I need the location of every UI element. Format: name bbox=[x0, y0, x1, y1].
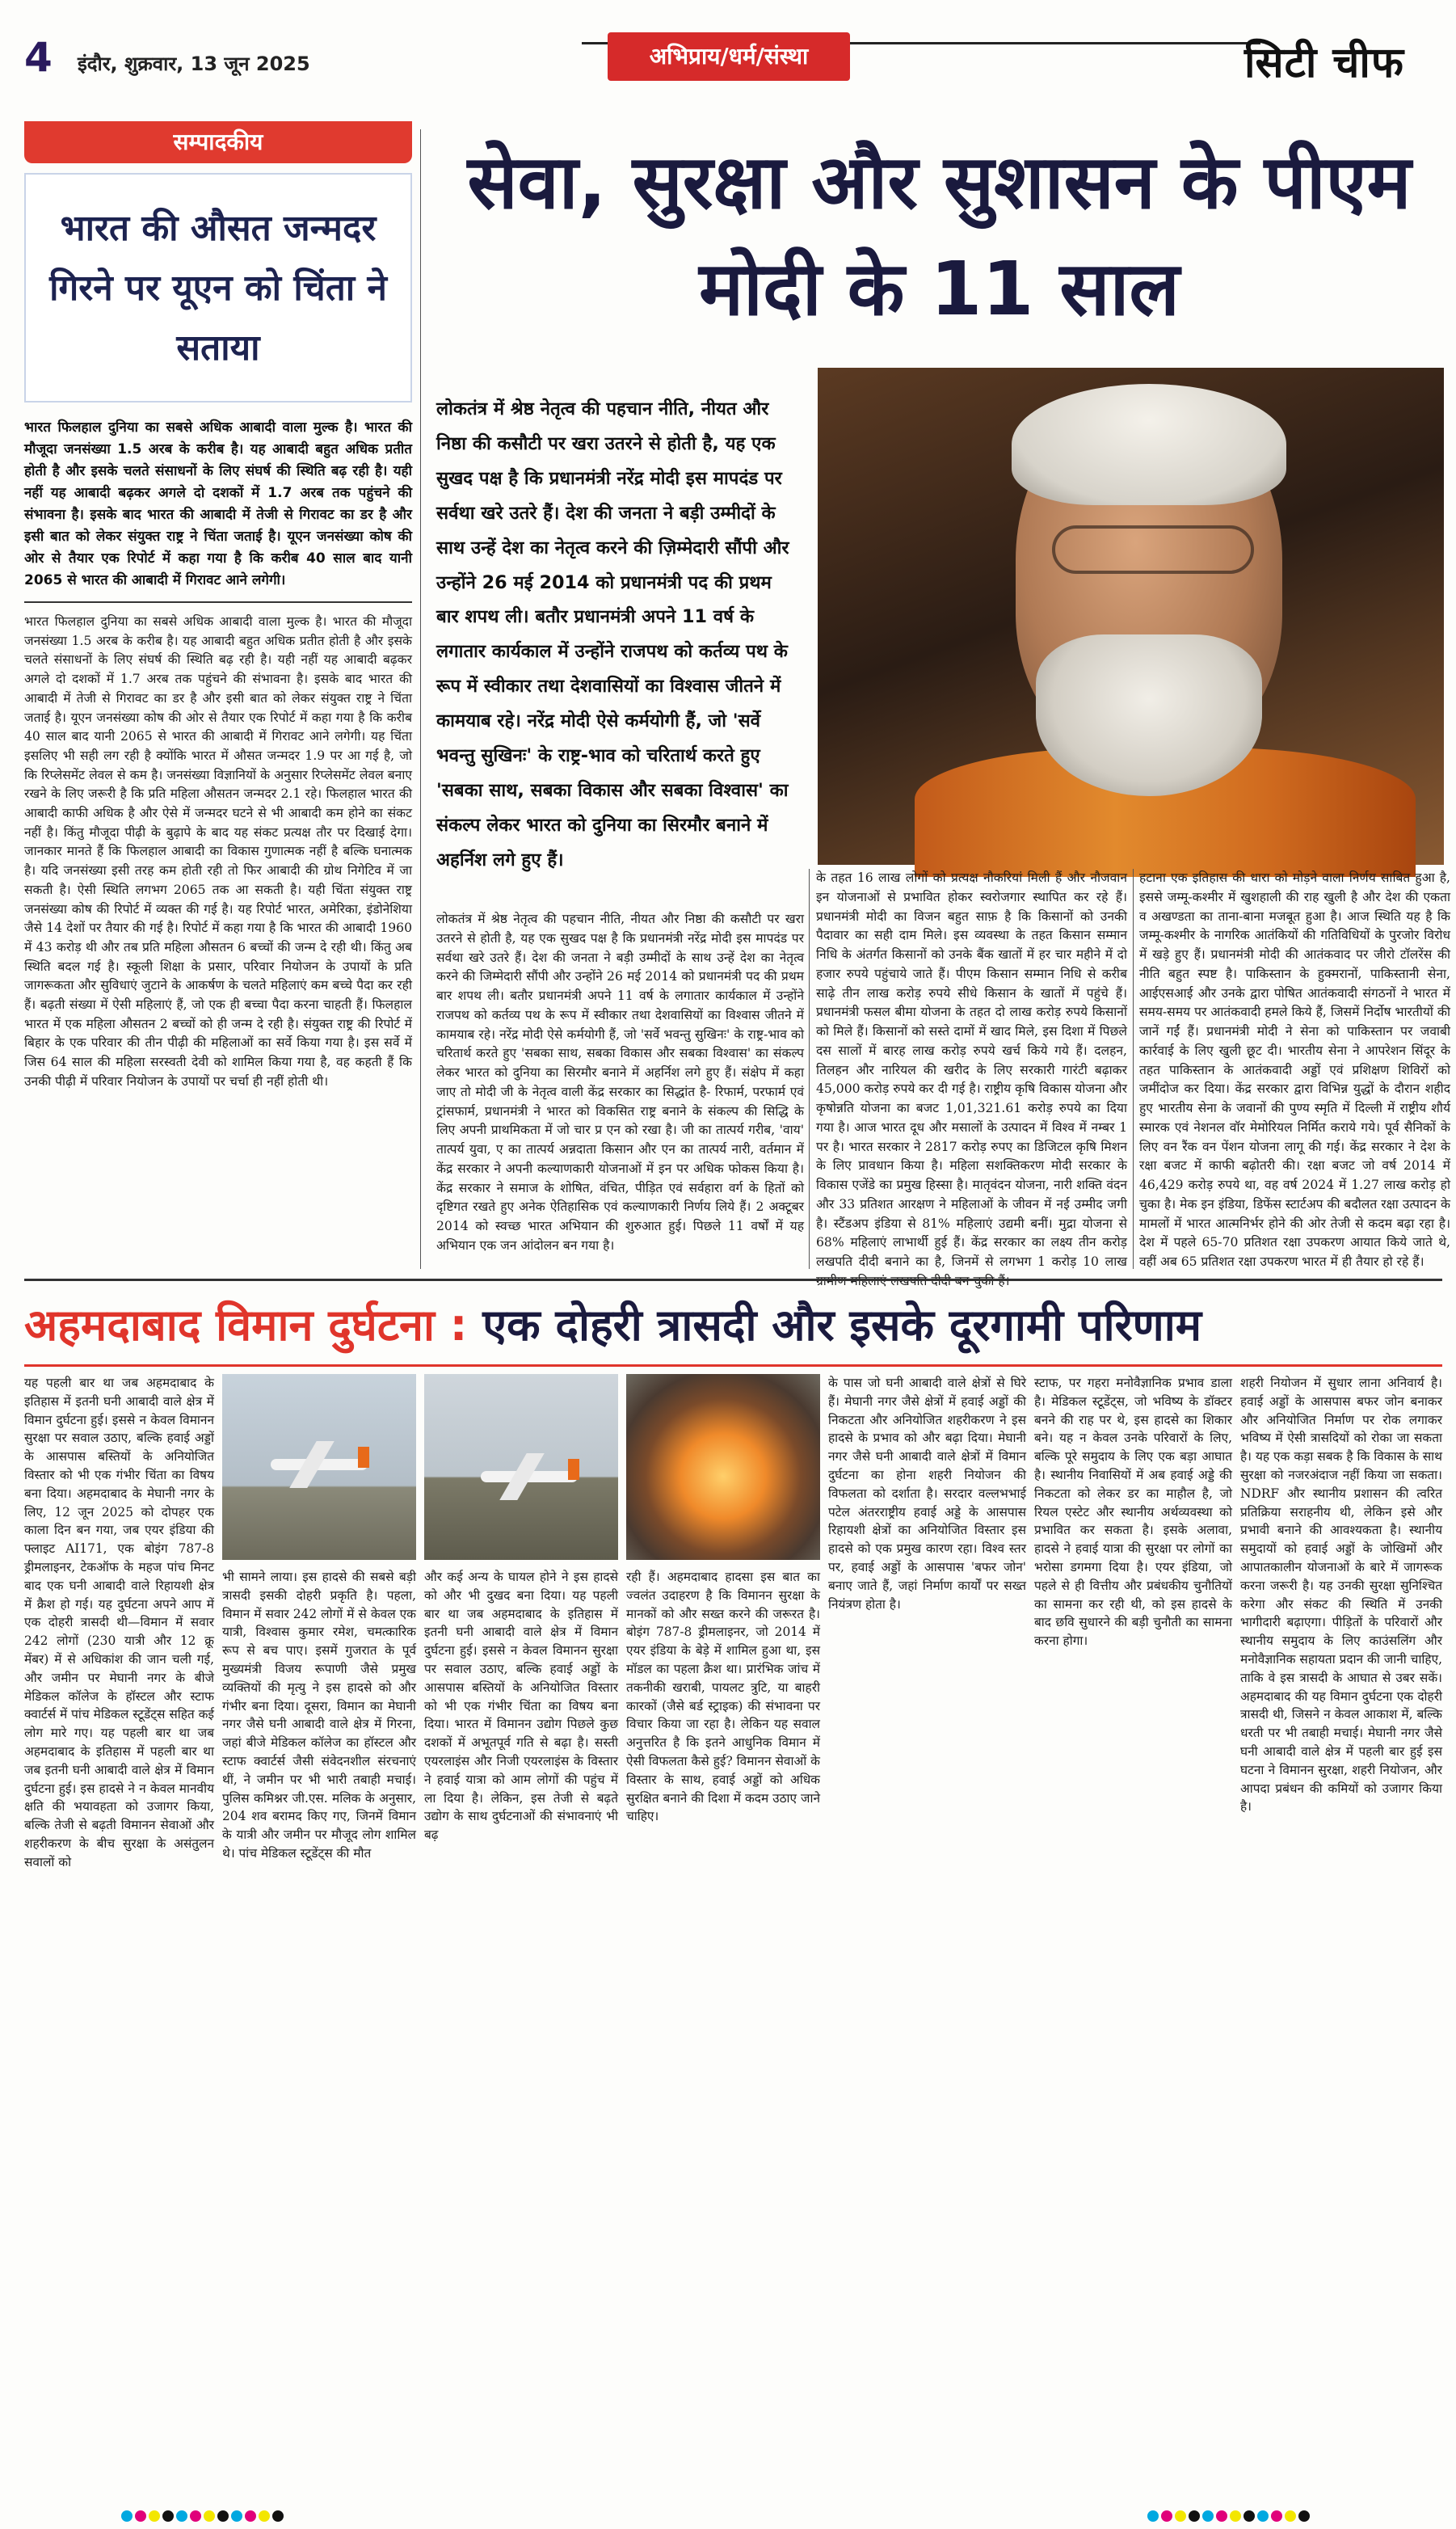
registration-dot bbox=[1189, 2510, 1200, 2522]
registration-dot bbox=[1230, 2510, 1241, 2522]
registration-dot bbox=[259, 2510, 270, 2522]
registration-dot bbox=[1257, 2510, 1269, 2522]
registration-dot bbox=[1147, 2510, 1159, 2522]
column-divider bbox=[420, 129, 421, 1269]
editorial-lead: भारत फिलहाल दुनिया का सबसे अधिक आबादी वाला मुल्क है। भारत की मौजूदा जनसंख्या 1.5 अरब के करीब है। यह आबादी बहुत अधिक प्रतीत होती है और इसके चलते संसाधनों के लिए संघर्ष की स्थिति बढ़ रही है। यही नहीं यह आबादी बढ़कर अगले दो दशकों में 1.7 अरब तक पहुंचने की संभावना है। इसके बाद भारत की आबादी में तेजी से गिरावट का डर है और इसी बात को लेकर संयुक्त राष्ट्र ने चिंता जताई है। यूएन जनसंख्या कोष की ओर से तैयार एक रिपोर्ट में कहा गया है कि करीब 40 साल बाद यानी 2065 से भारत की आबादी में गिरावट आने लगेगी। bbox=[24, 419, 412, 588]
registration-dot bbox=[190, 2510, 201, 2522]
registration-dot bbox=[135, 2510, 146, 2522]
section-tab: अभिप्राय/धर्म/संस्था bbox=[608, 32, 850, 81]
registration-dot bbox=[1216, 2510, 1227, 2522]
registration-dot bbox=[1161, 2510, 1172, 2522]
aircraft-tail bbox=[568, 1459, 579, 1480]
main-article-col-b: के तहत 16 लाख लोगों को प्रत्यक्ष नौकरियां मिली हैं और नौजवान इन योजनाओं से प्रभावित होकर स्वरोजगार स्थापित कर रहे हैं। प्रधानमंत्री मोदी का विजन बहुत साफ़ है कि किसानों को उनकी पैदावार का सही दाम मिले। इस व्यवस्था के तहत किसान सम्मान निधि के अंतर्गत किसानों को उनके बैंक खातों में हर चार महीने में दो हजार रुपये पहुंचाये जाते हैं। पीएम किसान सम्मान निधि से करीब साढ़े तीन लाख करोड़ रुपये सीधे किसान के खातों में पहुंचे हैं। प्रधानमंत्री फसल बीमा योजना के तहत दो लाख करोड़ रुपये किसानों को मिले हैं। किसानों को सस्ते दामों में खाद मिले, इस दिशा में पिछले दस सालों में बारह लाख करोड़ रुपये खर्च किये गये हैं। दलहन, तिलहन और नारियल की खरीद के लिए सरकारी गारंटी बढ़ाकर 45,000 करोड़ रुपये कर दी गई है। राष्ट्रीय कृषि विकास योजना और कृषोन्नति योजना का बजट 1,01,321.61 करोड़ रुपये का दिया गया है। आज भारत दूध और मसालों के उत्पादन में विश्व में नम्बर 1 पर है। भारत सरकार ने 2817 करोड़ रुपए का डिजिटल कृषि मिशन के लिए प्रावधान किया है। महिला सशक्तिकरण मोदी सरकार के विकास एजेंडे का प्रमुख हिस्सा है। मातृवंदन योजना, नारी शक्ति वंदन और 33 प्रतिशत आरक्षण ने महिलाओं के जीवन में नई उम्मीद जगी है। स्टैंडअप इंडिया से 81% महिलाएं उद्यमी बनीं। मुद्रा योजना से 68% महिलाएं लाभार्थी हुई हैं। केंद्र सरकार का लक्ष्य तीन करोड़ लखपति दीदी बनाने का है, जिनमें से लगभग 1 करोड़ 10 लाख bbox=[816, 870, 1127, 1269]
registration-dot bbox=[231, 2510, 242, 2522]
registration-dot bbox=[149, 2510, 160, 2522]
editorial-divider bbox=[24, 601, 412, 603]
registration-dot bbox=[245, 2510, 256, 2522]
column-divider bbox=[1133, 869, 1134, 1269]
column-divider bbox=[809, 869, 810, 1269]
registration-dot bbox=[162, 2510, 174, 2522]
aircraft-shape bbox=[271, 1459, 368, 1470]
registration-dot bbox=[176, 2510, 187, 2522]
headline-underline bbox=[24, 1364, 1442, 1367]
newspaper-brand: सिटी चीफ bbox=[1244, 39, 1404, 87]
registration-dots-right bbox=[1147, 2510, 1312, 2525]
section-divider bbox=[24, 1279, 1442, 1281]
masthead bbox=[0, 0, 1456, 121]
registration-dot bbox=[217, 2510, 229, 2522]
registration-marks bbox=[0, 2510, 1456, 2524]
crash-photo-1 bbox=[222, 1374, 416, 1560]
bottom-article-col-4: रही हैं। अहमदाबाद हादसा इस बात का ज्वलंत उदाहरण है कि विमानन सुरक्षा के मानकों को और सख्त करने की जरूरत है। बोइंग 787-8 ड्रीमलाइनर, जो 2014 में एयर इंडिया के बेड़े में शामिल हुआ था, इस मॉडल का पहला क्रैश था। प्रारंभिक जांच में तकनीकी खराबी, पायलट त्रुटि, या बाहरी कारकों (जैसे बर्ड स्ट्राइक) की संभावना पर विचार किया जा रहा है। लेकिन यह सवाल अनुत्तरित है कि इतने आधुनिक विमान में ऐसी विफलता कैसे हुई? विमानन सेवाओं के विस्तार के साथ, हवाई अड्डों को अधिक सुरक्षित बनाने की दिशा में कदम उठाए जाने चाहिए। bbox=[626, 1570, 820, 1824]
bottom-article-col-6: स्टाफ, पर गहरा मनोवैज्ञानिक प्रभाव डाला है। मेडिकल स्टूडेंट्स, जो भविष्य के डॉक्टर बनने की राह पर थे, इस हादसे का शिकार बने। यह न केवल उनके परिवारों के लिए, बल्कि पूरे समुदाय के लिए एक बड़ा आघात है। स्थानीय निवासियों में अब हवाई अड्डे की निकटता को लेकर डर का माहौल है, जो रियल एस्टेट और स्थानीय अर्थव्यवस्था को प्रभावित कर सकता है। इसके अलावा, हादसे ने हवाई यात्रा की सुरक्षा पर लोगों का भरोसा डगमगा दिया है। एयर इंडिया, जो पहले से ही वित्तीय और प्रबंधकीय चुनौतियों का सामना कर रही थी, को इस हादसे के बाद छवि सुधारने की बड़ी चुनौती का सामना करना होगा। bbox=[1034, 1376, 1232, 1649]
bottom-article-col-1: यह पहली बार था जब अहमदाबाद के इतिहास में इतनी घनी आबादी वाले क्षेत्र में विमान दुर्घटना हुई। इससे न केवल विमानन सुरक्षा पर सवाल उठाए, बल्कि हवाई अड्डों के आसपास बस्तियों के अनियोजित विस्तार को भी एक गंभीर चिंता का विषय बना दिया। अहमदाबाद के मेघानी नगर के लिए, 12 जून 2025 को दोपहर एक काला दिन बन गया, जब एयर इंडिया की फ्लाइट AI171, एक बोइंग 787-8 ड्रीमलाइनर, टेकऑफ के महज पांच मिनट बाद एक घनी आबादी वाले रिहायशी क्षेत्र में क्रैश हो गई। यह दुर्घटना अपने आप में एक दोहरी त्रासदी थी—विमान में सवार 242 लोगों (230 यात्री और 12 क्रू मेंबर) में से अधिकांश की जान चली गई, और जमीन पर मेघानी नगर के बीजे मेडिकल कॉलेज के हॉस्टल और स्टाफ क्वार्टर्स में पांच मेडिकल स्टूडेंट्स सहित कई लोग मारे गए। यह पहली बार था जब अहमदाबाद के इतिहास में पहली बार था जब इतनी घनी आबादी वाले क्षेत्र में विमान दुर्घटना हुई। इस हादसे ने न केवल मानवीय क्षति की भयावहता को उजागर किया, बल्कि तेजी से बढ़ती विमानन सेवाओं और शहरीकरण के बीच सुरक्षा के असंतुलन सवालों को bbox=[24, 1376, 214, 1869]
bottom-article-col-5: के पास जो घनी आबादी वाले क्षेत्रों से घिरे हैं। मेघानी नगर जैसे क्षेत्रों में हवाई अड्डों की निकटता और अनियोजित शहरीकरण ने इस हादसे के प्रभाव को और बढ़ा दिया। मेघानी नगर जैसे घनी आबादी वाले क्षेत्रों में विमान दुर्घटना का होना शहरी नियोजन की विफलता को दर्शाता है। सरदार वल्लभभाई पटेल अंतरराष्ट्रीय हवाई अड्डे के आसपास रिहायशी क्षेत्रों का अनियोजित विस्तार इस हादसे को एक प्रमुख कारण रहा। विश्व स्तर पर, हवाई अड्डों के आसपास 'बफर जोन' बनाए जाते हैं, जहां निर्माण कार्यों पर सख्त नियंत्रण होता है। bbox=[828, 1376, 1026, 1612]
registration-dot bbox=[1202, 2510, 1214, 2522]
editorial-body: भारत फिलहाल दुनिया का सबसे अधिक आबादी वाला मुल्क है। भारत की मौजूदा जनसंख्या 1.5 अरब के करीब है। यह आबादी बहुत अधिक प्रतीत होती है और इसके चलते संसाधनों के लिए संघर्ष की स्थिति बढ़ रही है। यही नहीं यह आबादी बढ़कर अगले दो दशकों में 1.7 अरब तक पहुंचने की संभावना है। इसके बाद भारत की आबादी में तेजी से गिरावट का डर है और इसी बात को लेकर संयुक्त राष्ट्र ने चिंता जताई है। यूएन जनसंख्या कोष की ओर से तैयार एक रिपोर्ट में कहा गया है कि करीब 40 साल बाद यानी 2065 से भारत की आबादी में गिरावट आने लगेगी। यह चिंता इसलिए भी सही लग रही है क्योंकि भारत में औसत जन्मदर 1.9 पर आ गई है, जो कि रिप्लेसमेंट लेवल से कम है। जनसंख्या विज्ञानियों के अनुसार रिप्लेसमेंट लेवल बनाए रखने के लिए जरूरी है कि प्रति महिला औसतन जन्मदर 2.1 रहे। फिलहाल भारत की आबादी काफी अधिक है और ऐसे में जन्मदर घटने से भी आबादी कम होने का संकट नहीं है। किंतु मौजूदा पीढ़ी के बुढ़ापे के बाद यह संकट प्रत्यक्ष तौर पर दिखाई देगा। जानकार मानते हैं कि फिलहाल आबादी का विकास गुणात्मक नहीं है बल्कि घनात्मक है। यदि जनसंख्या इसी तरह कम होती रही तो फिर आबादी की ग्रोथ निगेटिव में जा सकती है। ऐसी स्थिति लगभग 2065 तक आ सकती है। यही चिंता संयुक्त राष्ट्र जनसंख्या कोष की रिपोर्ट में व्यक्त की गई है। यह रिपोर्ट भारत, अमेरिका, इंडोनेशिया जैसे 14 देशों पर तैयार की गई है। रिपोर्ट में कहा गया है कि भारत की आबादी 1960 में 43 करोड़ थी और तब प्रति महिला औसतन 6 बच्चों की जन्म दे रही थी। किंतु अब स्थिति बदल गई है। स्कूली शिक्षा के प्रसार, परिवार नियोजन के उपायों के प्रति जागरूकता और सुविधाएं जुटाने के आकर्षण के चलते महिलाएं कम बच्चे पैदा कर रही हैं। बढ़ती संख्या में ऐसी महिलाएं हैं, जो एक ही बच्चा पैदा करना चाहती हैं। फिलहाल भारत में एक महिला औसतन 2 बच्चों को ही जन्म दे रही है। संयुक्त राष्ट्र की रिपोर्ट में बिहार के एक परिवार की तीन पीढ़ी की महिलाओं का सर्वे किया गया है। इस सर्वे में जिस 64 साल की महिला सरस्वती देवी को शामिल किया गया है, वह कहती हैं कि उनकी पीढ़ी में परिवार नियोजन के उपायों पर चर्चा ही नहीं होती थी। bbox=[24, 614, 412, 1089]
bottom-article-col-3: और कई अन्य के घायल होने ने इस हादसे को और भी दुखद बना दिया। यह पहली बार था जब अहमदाबाद के इतिहास में इतनी घनी आबादी वाले क्षेत्र में विमान दुर्घटना हुई। इससे न केवल विमानन सुरक्षा पर सवाल उठाए, बल्कि हवाई अड्डों के आसपास बस्तियों के अनियोजित विस्तार को भी एक गंभीर चिंता का विषय बना दिया। भारत में विमानन उद्योग पिछले कुछ दशकों में अभूतपूर्व गति से बढ़ा है। सस्ती एयरलाइंस और निजी एयरलाइंस के विस्तार ने हवाई यात्रा को आम लोगों की पहुंच में ला दिया है। लेकिन, इस तेजी से बढ़ते उद्योग के साथ दुर्घटनाओं की संभावनाएं भी बढ़ bbox=[424, 1570, 618, 1843]
aircraft-shape bbox=[481, 1471, 578, 1482]
registration-dot bbox=[1271, 2510, 1282, 2522]
registration-dots-left bbox=[121, 2510, 286, 2525]
main-article-col-a: लोकतंत्र में श्रेष्ठ नेतृत्व की पहचान नीति, नीयत और निष्ठा की कसौटी पर खरा उतरने से होती है, यह एक सुखद पक्ष है कि प्रधानमंत्री नरेंद्र मोदी इस मापदंड पर सर्वथा खरे उतरे हैं। देश की जनता ने बड़ी उम्मीदों के साथ उन्हें देश का नेतृत्व करने की जिम्मेदारी सौंपी और उन्होंने 26 मई 2014 को प्रधानमंत्री पद की प्रथम बार शपथ ली। बतौर प्रधानमंत्री अपने 11 वर्ष के लगातार कार्यकाल में उन्होंने राजपथ को कर्तव्य पथ के रूप में स्वीकार तथा देशवासियों का विश्वास जीतने में कामयाब रहे। नरेंद्र मोदी ऐसे कर्मयोगी हैं, जो 'सर्वे भवन्तु सुखिनः' के राष्ट्र-भाव को चरितार्थ करते हुए 'सबका साथ, सबका विकास और सबका विश्वास' का संकल्प लेकर भारत को दुनिया का सिरमौर बनाने में अहर्निश लगे हुए हैं। संक्षेप में कहा जाए तो मोदी जी के नेतृत्व वाली केंद्र सरकार का सिद्धांत है- रिफार्म, परफार्म एवं ट्रांसफार्म, प्रधानमंत्री ने भारत को विकसित राष्ट्र बनाने के संकल्प की सिद्धि के लिए अपनी प्राथमिकता में जो चार प्र एन को रखा है। जी का तात्पर्य गरीब, 'वाय' तात्पर्य युवा, ए का तात्पर्य अन्नदाता किसान और एन का तात्पर्य नारी, वर्तमान में केंद्र सरकार ने अपनी कल्याणकारी योजनाओं में इन पर अधिक फोकस किया है। केंद्र सरकार ने समाज के शोषित, वंचित, पीड़ित एवं सर्वहारा वर्ग के हितों को दृष्टिगत रखते हुए अनेक ऐतिहासिक एवं कल्याणकारी निर्णय लिये हैं। 2 अक्टूबर 2014 को स्वच्छ भारत अभियान की शुरुआत हुई। पिछले 11 वर्षों में यह अभियान एक जन आंदोलन बन गया है। bbox=[436, 912, 805, 1253]
registration-dot bbox=[1298, 2510, 1310, 2522]
crash-fireball-photo bbox=[626, 1374, 820, 1560]
main-headline: सेवा, सुरक्षा और सुशासन के पीएम मोदी के 11 साल bbox=[467, 139, 1412, 332]
aircraft-tail bbox=[358, 1447, 369, 1468]
main-lead-text: लोकतंत्र में श्रेष्ठ नेतृत्व की पहचान नीति, नीयत और निष्ठा की कसौटी पर खरा उतरने से होती है, यह एक सुखद पक्ष है कि प्रधानमंत्री नरेंद्र मोदी इस मापदंड पर सर्वथा खरे उतरे हैं। देश की जनता ने बड़ी उम्मीदों के साथ उन्हें देश का नेतृत्व करने की ज़िम्मेदारी सौंपी और उन्होंने 26 मई 2014 को प्रधानमंत्री पद की प्रथम बार शपथ ली। बतौर प्रधानमंत्री अपने 11 वर्ष के लगातार कार्यकाल में उन्होंने राजपथ को कर्तव्य पथ के रूप में स्वीकार तथा देशवासियों का विश्वास जीतने में कामयाब रहे। नरेंद्र मोदी ऐसे कर्मयोगी हैं, जो 'सर्वे भवन्तु सुखिनः' के राष्ट्र-भाव को चरितार्थ करते हुए 'सबका साथ, सबका विकास और सबका विश्वास' का संकल्प लेकर भारत को दुनिया का सिरमौर बनाने में अहर्निश लगे हुए हैं। bbox=[436, 398, 789, 870]
bottom-headline-red: अहमदाबाद विमान दुर्घटना : bbox=[24, 1300, 468, 1351]
bottom-headline bbox=[24, 1289, 1446, 1362]
registration-dot bbox=[272, 2510, 284, 2522]
editorial-column bbox=[24, 121, 412, 1273]
main-lead-box bbox=[436, 392, 800, 881]
bottom-headline-dark: एक दोहरी त्रासदी और इसके दूरगामी परिणाम bbox=[482, 1300, 1202, 1351]
photo-hair bbox=[1012, 384, 1286, 505]
registration-dot bbox=[204, 2510, 215, 2522]
registration-dot bbox=[1175, 2510, 1186, 2522]
bottom-article-col-7: शहरी नियोजन में सुधार लाना अनिवार्य है। हवाई अड्डों के आसपास बफर जोन बनाकर और अनियोजित निर्माण पर रोक लगाकर भविष्य में ऐसी त्रासदियों को रोका जा सकता है। यह एक कड़ा सबक है कि विकास के साथ सुरक्षा को नजरअंदाज नहीं किया जा सकता। NDRF और स्थानीय प्रशासन की त्वरित प्रतिक्रिया सराहनीय थी, लेकिन इसे और प्रभावी बनाने की आवश्यकता है। स्थानीय समुदायों को हवाई अड्डों के जोखिमों और आपातकालीन योजनाओं के बारे में जागरूक करना जरूरी है। यह उनकी सुरक्षा सुनिश्चित करेगा और संकट की स्थिति में उनकी भागीदारी बढ़ाएगा। पीड़ितों के परिवारों और स्थानीय समुदाय के लिए काउंसलिंग और मनोवैज्ञानिक सहायता प्रदान की जानी चाहिए, ताकि वे इस त्रासदी के आघात से उबर सकें। अहमदाबाद की यह विमान दुर्घटना एक दोहरी त्रासदी थी, जिसने न केवल आकाश में, बल्कि धरती पर भी तबाही मचाई। मेघानी नगर जैसे घनी आबादी वाले क्षेत्र में पहली बार हुई इस घटना ने विमानन सुरक्षा, शहरी नियोजन, और आपदा प्रबंधन की कमियों को उजागर किया है। bbox=[1240, 1376, 1442, 1815]
registration-dot bbox=[1243, 2510, 1255, 2522]
pm-portrait-photo bbox=[818, 368, 1444, 865]
bottom-article-col-2: भी सामने लाया। इस हादसे की सबसे बड़ी त्रासदी इसकी दोहरी प्रकृति है। पहला, विमान में सवार 242 लोगों में से केवल एक यात्री, विश्वास कुमार रमेश, चमत्कारिक रूप से बच पाए। इसमें गुजरात के पूर्व मुख्यमंत्री विजय रूपाणी जैसे प्रमुख व्यक्तियों की मृत्यु ने इस हादसे को और गंभीर बना दिया। दूसरा, विमान का मेघानी नगर जैसे घनी आबादी वाले क्षेत्र में गिरना, जहां बीजे मेडिकल कॉलेज का हॉस्टल और स्टाफ क्वार्टर्स जैसी संवेदनशील संरचनाएं थीं, ने जमीन पर भी भारी तबाही मचाई। पुलिस कमिश्नर जी.एस. मलिक के अनुसार, 204 शव बरामद किए गए, जिनमें विमान के यात्री और जमीन पर मौजूद लोग शामिल थे। पांच मेडिकल स्टूडेंट्स की मौत bbox=[222, 1570, 416, 1861]
dateline: इंदौर, शुक्रवार, 13 जून 2025 bbox=[78, 53, 310, 75]
editorial-headline: भारत की औसत जन्मदर गिरने पर यूएन को चिंता ने सताया bbox=[24, 173, 412, 403]
page-number: 4 bbox=[24, 34, 53, 81]
registration-dot bbox=[121, 2510, 133, 2522]
main-article-col-c: हटाना एक इतिहास की धारा को मोड़ने वाला निर्णय साबित हुआ है, इससे जम्मू-कश्मीर में खुशहाली की राह खुली है और देश की एकता व अखण्डता का ताना-बाना मजबूत हुआ है। आज स्थिति यह है कि जम्मू-कश्मीर के नागरिक आतंकियों की गतिविधियों के पुरजोर विरोध में खड़े हुए हैं। प्रधानमंत्री मोदी की आतंकवाद पर जीरो टॉलरेंस की नीति बहुत स्पष्ट है। पाकिस्तान के हुक्मरानों, पाकिस्तानी सेना, आईएसआई और उनके द्वारा पोषित आतंकवादी संगठनों ने भारत में समय-समय पर आतंकवादी हमले किये हैं, जिसमें निर्दोष भारतीयों की जानें गईं हैं। प्रधानमंत्री मोदी ने सेना को पाकिस्तान पर जवाबी कार्रवाई के लिए खुली छूट दी। भारतीय सेना ने आपरेशन सिंदूर के तहत पाकिस्तान के आतंकवादी अड्डों एवं प्रशिक्षण शिविरों को जमींदोज कर दिया। केंद्र सरकार द्वारा विभिन्न युद्धों के दौरान शहीद हुए भारतीय सेना के जवानों की पुण्य स्मृति में दिल्ली में राष्ट्रीय शौर्य स्मारक एवं नेशनल वॉर मेमोरियल निर्मित कराये गये। पूर्व सैनिकों के लिए वन रैंक वन पेंशन योजना लागू की गई। केंद्र सरकार ने देश के रक्षा बजट में काफी बढ़ोतरी की। रक्षा बजट जो वर्ष 2014 में 46,429 करोड़ रुपये था, वह वर्ष 2024 में 1.27 लाख करोड़ हो चुका है। मेक इन इंडिया, डिफेंस स्टार्टअप की बदौलत रक्षा उत्पादन के मामलों में भारत आत्मनिर्भर होने की ओर तेजी से कदम बढ़ा रहा है। देश में पहले 65-70 प्रतिशत रक्षा उपकरण आयात किये जाते थे, वहीं अब 65 प्रतिशत रक्षा उपकरण भारत में ही तैयार हो रहे हैं। bbox=[1139, 870, 1450, 1269]
crash-photo-2 bbox=[424, 1374, 618, 1560]
photo-glasses bbox=[1052, 525, 1254, 574]
editorial-tag: सम्पादकीय bbox=[24, 121, 412, 163]
photo-beard bbox=[1036, 634, 1262, 796]
registration-dot bbox=[1285, 2510, 1296, 2522]
